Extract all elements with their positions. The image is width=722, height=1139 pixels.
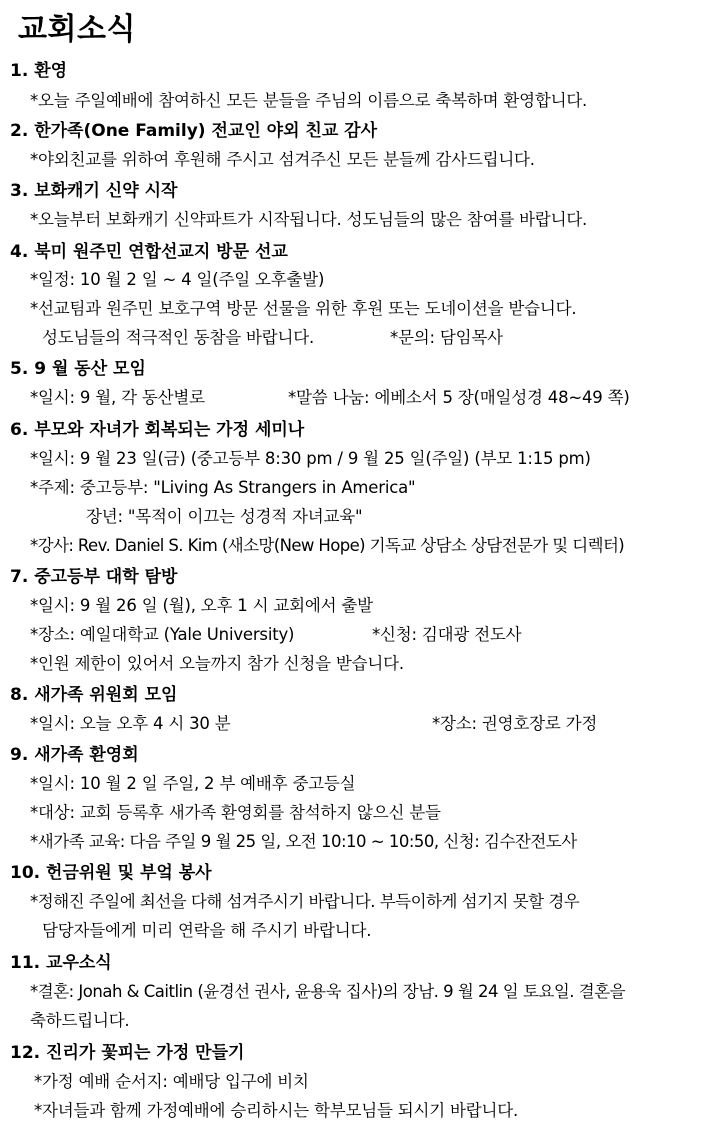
section-12-line-2: *자녀들과 함께 가정예배에 승리하시는 학부모님들 되시기 바랍니다. [34,1101,519,1120]
section-1-line-1: *오늘 주일예배에 참여하신 모든 분들을 주님의 이름으로 축복하며 환영합니다. [30,91,588,110]
section-heading-8: 8. 새가족 위원회 모임 [10,685,178,705]
section-heading-4: 4. 북미 원주민 연합선교지 방문 선교 [10,242,288,262]
section-4-line-3: 성도님들의 적극적인 동참을 바랍니다. [42,328,315,347]
section-6-line-3: 장년: "목적이 이끄는 성경적 자녀교육" [86,507,363,526]
section-heading-11: 11. 교우소식 [10,953,112,973]
section-6-line-1: *일시: 9 월 23 일(금) (중고등부 8:30 pm / 9 월 25 일(주일) (부모 1:15 pm) [30,449,591,468]
section-2-line-1: *야외친교를 위하여 후원해 주시고 섬겨주신 모든 분들께 감사드립니다. [30,150,535,169]
section-heading-7: 7. 중고등부 대학 탐방 [10,567,178,587]
section-8-line-2: *장소: 권영호장로 가정 [432,714,598,733]
section-heading-2: 2. 한가족(One Family) 전교인 야외 친교 감사 [10,121,378,141]
section-6-line-4: *강사: Rev. Daniel S. Kim (새소망(New Hope) 기독교 상담소 상담전문가 및 디렉터) [30,536,625,555]
section-7-line-2: *장소: 예일대학교 (Yale University) [30,625,295,644]
section-3-line-1: *오늘부터 보화캐기 신약파트가 시작됩니다. 성도님들의 많은 참여를 바랍니다. [30,210,588,229]
section-8-line-1: *일시: 오늘 오후 4 시 30 분 [30,714,231,733]
section-9-line-3: *새가족 교육: 다음 주일 9 월 25 일, 오전 10:10 ~ 10:50, 신청: 김수잔전도사 [30,832,577,851]
section-heading-10: 10. 헌금위원 및 부엌 봉사 [10,863,212,883]
section-7-line-3: *신청: 김대광 전도사 [372,625,522,644]
section-5-line-2: *말씀 나눔: 에베소서 5 장(매일성경 48~49 쪽) [288,388,630,407]
section-12-line-1: *가정 예배 순서지: 예배당 입구에 비치 [34,1072,309,1091]
section-4-line-2: *선교팀과 원주민 보호구역 방문 선물을 위한 후원 또는 도네이션을 받습니다. [30,299,577,318]
section-heading-12: 12. 진리가 꽃피는 가정 만들기 [10,1043,245,1063]
section-4-line-4: *문의: 담임목사 [390,328,503,347]
section-9-line-1: *일시: 10 월 2 일 주일, 2 부 예배후 중고등실 [30,774,356,793]
section-heading-5: 5. 9 월 동산 모임 [10,359,146,379]
section-7-line-1: *일시: 9 월 26 일 (월), 오후 1 시 교회에서 출발 [30,596,373,615]
section-4-line-1: *일정: 10 월 2 일 ~ 4 일(주일 오후출발) [30,270,325,289]
section-10-line-1: *정해진 주일에 최선을 다해 섬겨주시기 바랍니다. 부득이하게 섬기지 못할 경우 [30,892,580,911]
section-heading-3: 3. 보화캐기 신약 시작 [10,181,178,201]
section-5-line-1: *일시: 9 월, 각 동산별로 [30,388,205,407]
section-11-line-2: 축하드립니다. [30,1011,130,1030]
section-heading-9: 9. 새가족 환영회 [10,745,139,765]
section-6-line-2: *주제: 중고등부: "Living As Strangers in America" [30,478,416,497]
section-10-line-2: 담당자들에게 미리 연락을 해 주시기 바랍니다. [42,921,372,940]
section-7-line-4: *인원 제한이 있어서 오늘까지 참가 신청을 받습니다. [30,654,404,673]
section-9-line-2: *대상: 교회 등록후 새가족 환영회를 참석하지 않으신 분들 [30,803,441,822]
page-title: 교회소식 [18,12,136,47]
section-heading-6: 6. 부모와 자녀가 회복되는 가정 세미나 [10,420,305,440]
section-heading-1: 1. 환영 [10,61,68,81]
section-11-line-1: *결혼: Jonah & Caitlin (윤경선 권사, 윤용욱 집사)의 장남. 9 월 24 일 토요일. 결혼을 [30,982,626,1001]
